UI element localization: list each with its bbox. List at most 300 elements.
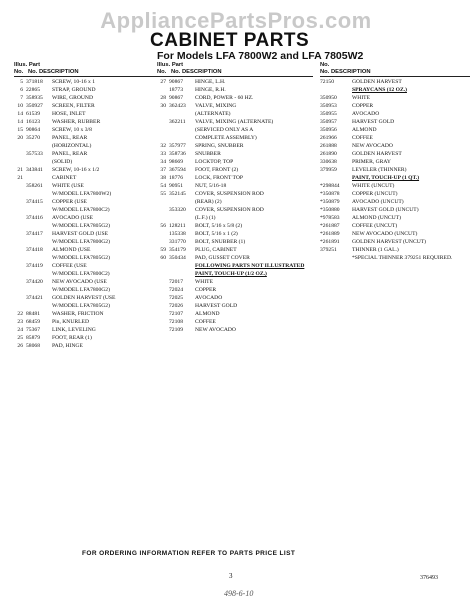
part-description: HARVEST GOLD <box>195 303 238 309</box>
parts-row <box>320 110 470 118</box>
parts-row <box>157 238 313 246</box>
part-description: CORD, POWER - 60 HZ. <box>195 95 254 101</box>
part-description: LOCK, FRONT TOP <box>195 175 244 181</box>
part-no: 350927 <box>26 103 43 109</box>
parts-row <box>157 134 313 142</box>
parts-row <box>14 198 164 206</box>
part-no <box>26 206 52 214</box>
illus-no: 14 <box>17 111 23 117</box>
illus-no <box>157 262 169 270</box>
illus-no <box>157 86 169 94</box>
illus-no <box>14 182 26 190</box>
parts-row <box>14 246 164 254</box>
parts-row <box>157 286 313 294</box>
header-description: DESCRIPTION <box>330 69 371 75</box>
parts-row <box>320 238 470 246</box>
part-description: BOLT, SNUBBER (1) <box>195 239 246 245</box>
header-part-no: No. <box>320 69 330 75</box>
illus-no <box>14 190 26 198</box>
part-no: 350957 <box>320 119 337 125</box>
part-no: 68459 <box>26 319 40 325</box>
parts-row <box>14 278 164 286</box>
part-description: GOLDEN HARVEST <box>352 79 402 85</box>
part-description: WHITE <box>195 279 214 285</box>
part-no: 98669 <box>169 159 183 165</box>
part-no: 371818 <box>26 79 43 85</box>
illus-no: 22 <box>17 311 23 317</box>
part-description: SPRING, SNUBBER <box>195 143 244 149</box>
parts-row <box>157 198 313 206</box>
part-description: WHITE (USE <box>52 183 84 189</box>
parts-row <box>320 166 470 174</box>
part-description: SCREW, 10-16 x 1/2 <box>52 167 100 173</box>
header-part-no: No. <box>170 69 181 75</box>
parts-row <box>14 334 164 342</box>
part-description: PAD, GUSSET COVER <box>195 255 250 261</box>
part-description: COFFEE (UNCUT) <box>352 223 398 229</box>
part-description: (REAR) (2) <box>195 199 222 205</box>
part-description: STRAP, GROUND <box>52 87 96 93</box>
part-no: 358736 <box>169 151 186 157</box>
parts-row <box>320 174 470 182</box>
parts-row <box>320 206 470 214</box>
parts-row <box>14 158 164 166</box>
parts-row <box>320 102 470 110</box>
part-no: 350953 <box>320 103 337 109</box>
part-no <box>320 174 352 182</box>
part-description: HINGE, L.H. <box>195 79 226 85</box>
illus-no <box>157 118 169 126</box>
part-no: *261889 <box>320 231 340 237</box>
part-no: 358261 <box>26 183 43 189</box>
part-no: *350880 <box>320 207 340 213</box>
part-no: 367594 <box>169 167 186 173</box>
part-no: 72109 <box>169 327 183 333</box>
parts-row <box>157 206 313 214</box>
illus-no <box>157 270 169 278</box>
illus-no <box>14 150 26 158</box>
illus-no <box>14 286 26 294</box>
part-no: *261887 <box>320 223 340 229</box>
part-description: FOLLOWING PARTS NOT ILLUSTRATED <box>195 263 305 269</box>
part-no: 350956 <box>320 127 337 133</box>
illus-no <box>14 278 26 286</box>
part-no: *350878 <box>320 191 340 197</box>
parts-row <box>14 126 164 134</box>
parts-column-1 <box>14 62 164 350</box>
header-no: No. <box>14 69 24 75</box>
part-no: 357533 <box>26 151 43 157</box>
part-no <box>169 198 195 206</box>
illus-no <box>157 126 169 134</box>
part-description: *SPECIAL THINNER 379251 REQUIRED. <box>352 255 453 261</box>
part-description: (HORIZONTAL) <box>52 143 92 149</box>
parts-row <box>14 270 164 278</box>
part-no: 88481 <box>26 311 40 317</box>
part-description: LEVELER (THINNER) <box>352 167 407 173</box>
parts-row <box>14 110 164 118</box>
parts-row <box>157 78 313 86</box>
parts-row <box>14 294 164 302</box>
parts-row <box>14 342 164 350</box>
part-description: COFFEE (USE <box>52 263 87 269</box>
part-no: 72150 <box>320 79 334 85</box>
illus-no: 37 <box>160 167 166 173</box>
parts-row <box>157 166 313 174</box>
part-no: 261888 <box>320 143 337 149</box>
part-no: 362211 <box>169 119 186 125</box>
part-no: 353320 <box>169 207 186 213</box>
part-no: 35270 <box>26 135 40 141</box>
parts-row <box>14 318 164 326</box>
part-no: 354179 <box>169 247 186 253</box>
parts-row <box>14 78 164 86</box>
parts-row <box>157 86 313 94</box>
parts-row <box>157 142 313 150</box>
parts-row <box>14 102 164 110</box>
parts-row <box>14 214 164 222</box>
part-description: LINK, LEVELING <box>52 327 96 333</box>
parts-row <box>157 94 313 102</box>
parts-row <box>157 270 313 278</box>
part-no <box>169 134 195 142</box>
illus-no <box>14 246 26 254</box>
part-no: 135338 <box>169 231 186 237</box>
part-no: 85879 <box>26 335 40 341</box>
parts-row <box>157 318 313 326</box>
part-description: PRIMER, GRAY <box>352 159 391 165</box>
illus-no: 26 <box>17 343 23 349</box>
part-no <box>169 270 195 278</box>
part-description: (SOLID) <box>52 159 73 165</box>
part-no <box>26 254 52 262</box>
part-description: NEW AVOCADO (USE <box>52 279 107 285</box>
parts-row <box>320 182 470 190</box>
parts-row <box>157 118 313 126</box>
part-description: PANEL, REAR <box>52 151 88 157</box>
parts-row <box>320 150 470 158</box>
parts-row <box>320 142 470 150</box>
parts-row <box>14 86 164 94</box>
part-no: 72017 <box>169 279 183 285</box>
parts-row <box>320 134 470 142</box>
header-no: No. <box>157 69 167 75</box>
part-no: 128211 <box>169 223 186 229</box>
illus-no: 25 <box>17 335 23 341</box>
parts-row <box>14 94 164 102</box>
part-description: SCREW, 10-16 x 1 <box>52 79 95 85</box>
ordering-info-footer: FOR ORDERING INFORMATION REFER TO PARTS PRICE LIST <box>82 550 296 557</box>
parts-row <box>157 230 313 238</box>
watermark: AppliancePartsPros.com <box>100 8 372 33</box>
part-no: 261966 <box>320 135 337 141</box>
illus-no <box>14 302 26 310</box>
part-no: 350950 <box>320 95 337 101</box>
part-no <box>26 238 52 246</box>
parts-row <box>157 190 313 198</box>
part-description: COVER, SUSPENSION ROD <box>195 191 264 197</box>
part-no: 350434 <box>169 255 186 261</box>
part-no <box>320 254 352 262</box>
part-description: FOOT, FRONT (2) <box>195 167 239 173</box>
parts-row <box>14 326 164 334</box>
parts-row <box>157 262 313 270</box>
part-no: 90864 <box>26 127 40 133</box>
illus-no <box>14 222 26 230</box>
part-description: AVOCADO (UNCUT) <box>352 199 404 205</box>
part-no: 374420 <box>26 279 43 285</box>
illus-no <box>14 158 26 166</box>
part-no: 362423 <box>169 103 186 109</box>
parts-row <box>157 174 313 182</box>
part-description: VALVE, MIXING <box>195 103 237 109</box>
part-description: PANEL, REAR <box>52 135 88 141</box>
parts-row <box>157 102 313 110</box>
illus-no <box>14 262 26 270</box>
illus-no: 27 <box>160 79 166 85</box>
header-row <box>157 69 313 77</box>
part-no: 374416 <box>26 215 43 221</box>
illus-no: 14 <box>17 119 23 125</box>
illus-no <box>157 238 169 246</box>
parts-row <box>14 254 164 262</box>
part-no <box>26 174 52 182</box>
illus-no <box>14 206 26 214</box>
part-no: 58068 <box>26 343 40 349</box>
illus-no: 24 <box>17 327 23 333</box>
illus-no: 56 <box>160 223 166 229</box>
part-no: *298844 <box>320 183 340 189</box>
part-no: 352145 <box>169 191 186 197</box>
illus-no <box>157 134 169 142</box>
illus-no: 23 <box>17 319 23 325</box>
parts-row <box>14 142 164 150</box>
part-description: W/MODEL LFA7805G2) <box>52 255 110 261</box>
header-description: DESCRIPTION <box>38 69 79 75</box>
parts-row <box>320 118 470 126</box>
part-no: 374415 <box>26 199 43 205</box>
part-no <box>26 302 52 310</box>
part-description: GOLDEN HARVEST (USE <box>52 295 116 301</box>
part-no <box>169 262 195 270</box>
part-description: PAINT, TOUCH-UP (1/2 OZ.) <box>195 271 267 277</box>
part-no <box>26 222 52 230</box>
illus-no <box>157 294 169 302</box>
illus-no: 15 <box>17 127 23 133</box>
parts-row <box>14 150 164 158</box>
part-description: WASHER, FRICTION <box>52 311 104 317</box>
illus-no: 54 <box>160 183 166 189</box>
illus-no: 60 <box>160 255 166 261</box>
column-header <box>157 62 313 78</box>
parts-row <box>157 278 313 286</box>
part-no: 72026 <box>169 303 183 309</box>
part-description: VALVE, MIXING (ALTERNATE) <box>195 119 274 125</box>
parts-row <box>14 310 164 318</box>
part-description: BOLT, 5/16 x 5/8 (2) <box>195 223 243 229</box>
part-description: COMPLETE ASSEMBLY) <box>195 135 257 141</box>
illus-no: 20 <box>17 135 23 141</box>
parts-row <box>157 110 313 118</box>
illus-no <box>14 294 26 302</box>
part-description: HARVEST GOLD (USE <box>52 231 109 237</box>
parts-row <box>14 222 164 230</box>
parts-row <box>157 214 313 222</box>
part-no: *350879 <box>320 199 340 205</box>
part-description: GOLDEN HARVEST (UNCUT) <box>352 239 427 245</box>
part-description: (SERVICED ONLY AS A <box>195 127 254 133</box>
parts-row <box>157 222 313 230</box>
header-row <box>14 69 164 77</box>
part-description: NEW AVOCADO (UNCUT) <box>352 231 418 237</box>
illus-no: 59 <box>160 247 166 253</box>
part-description: AVOCADO <box>195 295 223 301</box>
part-description: GOLDEN HARVEST <box>352 151 402 157</box>
illus-no: 55 <box>160 191 166 197</box>
part-description: THINNER (1 GAL.) <box>352 247 399 253</box>
parts-row <box>157 254 313 262</box>
part-no: 357977 <box>169 143 186 149</box>
parts-row <box>320 198 470 206</box>
part-no: 374421 <box>26 295 43 301</box>
parts-row <box>320 254 470 262</box>
illus-no <box>14 214 26 222</box>
parts-row <box>157 150 313 158</box>
part-description: W/MODEL LFA7805G2) <box>52 223 110 229</box>
part-no: 90951 <box>169 183 183 189</box>
part-no: 18773 <box>169 87 183 93</box>
part-no <box>169 110 195 118</box>
page-subtitle: For Models LFA 7800W2 and LFA 7805W2 <box>157 50 364 62</box>
part-no: 374417 <box>26 231 43 237</box>
parts-column-2 <box>157 62 313 334</box>
part-description: NEW AVOCADO <box>195 327 236 333</box>
part-no: 330638 <box>320 159 337 165</box>
parts-row <box>14 166 164 174</box>
part-description: PAD, HINGE <box>52 343 83 349</box>
illus-no <box>157 206 169 214</box>
illus-no <box>157 318 169 326</box>
parts-column-3 <box>320 62 470 262</box>
part-no: 379959 <box>320 167 337 173</box>
part-description: HARVEST GOLD <box>352 119 395 125</box>
parts-row <box>157 326 313 334</box>
parts-row <box>157 294 313 302</box>
header-part-no: No. <box>27 69 38 75</box>
illus-no <box>14 238 26 246</box>
part-description: ALMOND <box>352 127 377 133</box>
part-description: W/MODEL LFA7800G2) <box>52 287 110 293</box>
part-no <box>26 142 52 150</box>
column-header <box>320 62 470 78</box>
illus-no <box>14 142 26 150</box>
illus-no: 30 <box>160 103 166 109</box>
part-description: WIRE, GROUND <box>52 95 94 101</box>
part-description: COPPER <box>352 103 374 109</box>
part-no: 374418 <box>26 247 43 253</box>
part-description: AVOCADO (USE <box>52 215 94 221</box>
parts-row <box>320 86 470 94</box>
parts-row <box>14 206 164 214</box>
parts-row <box>14 174 164 182</box>
parts-row <box>14 286 164 294</box>
part-no: 72107 <box>169 311 183 317</box>
part-no <box>26 286 52 294</box>
part-description: COFFEE <box>352 135 373 141</box>
parts-row <box>320 158 470 166</box>
illus-no <box>14 270 26 278</box>
illus-no <box>14 230 26 238</box>
illus-no: 21 <box>17 175 23 181</box>
part-description: CABINET <box>52 175 77 181</box>
illus-no <box>157 278 169 286</box>
illus-no: 5 <box>20 79 23 85</box>
illus-no: 21 <box>17 167 23 173</box>
illus-no: 34 <box>160 159 166 165</box>
part-no <box>320 86 352 94</box>
parts-row <box>157 302 313 310</box>
part-no <box>26 158 52 166</box>
part-description: NEW AVOCADO <box>352 143 393 149</box>
parts-row <box>14 182 164 190</box>
part-no <box>169 126 195 134</box>
parts-row <box>320 126 470 134</box>
illus-no: 7 <box>20 95 23 101</box>
part-description: WASHER, RUBBER <box>52 119 101 125</box>
parts-row <box>157 182 313 190</box>
parts-row <box>320 78 470 86</box>
part-description: ALMOND (USE <box>52 247 91 253</box>
part-no <box>26 270 52 278</box>
part-description: AVOCADO <box>352 111 380 117</box>
part-description: COPPER (UNCUT) <box>352 191 398 197</box>
part-description: COPPER (USE <box>52 199 87 205</box>
part-no: 16123 <box>26 119 40 125</box>
part-description: HINGE, R.H. <box>195 87 226 93</box>
header-description: DESCRIPTION <box>181 69 222 75</box>
part-description: (ALTERNATE) <box>195 111 231 117</box>
illus-no: 32 <box>160 143 166 149</box>
page-number: 3 <box>229 572 233 580</box>
part-description: WHITE (UNCUT) <box>352 183 395 189</box>
part-description: COFFEE <box>195 319 216 325</box>
part-no: 90867 <box>169 79 183 85</box>
part-no: 72025 <box>169 295 183 301</box>
parts-row <box>14 262 164 270</box>
part-description: COVER, SUSPENSION ROD <box>195 207 264 213</box>
part-description: NUT, 5/16-18 <box>195 183 227 189</box>
page-title: CABINET PARTS <box>150 30 310 51</box>
header-illus-part: Illus. Part <box>157 62 184 68</box>
parts-row <box>320 246 470 254</box>
illus-no <box>157 230 169 238</box>
part-description: SPRAYCANS (12 OZ.) <box>352 87 407 93</box>
part-description: ALMOND <box>195 311 220 317</box>
part-no: 374419 <box>26 263 43 269</box>
document-number: 376493 <box>420 575 438 581</box>
parts-row <box>14 190 164 198</box>
part-no: 72108 <box>169 319 183 325</box>
part-no: 75367 <box>26 327 40 333</box>
illus-no <box>14 198 26 206</box>
part-no <box>26 190 52 198</box>
part-no: 331770 <box>169 239 186 245</box>
part-description: FOOT, REAR (1) <box>52 335 92 341</box>
part-description: COPPER <box>195 287 217 293</box>
part-description: W/MODEL LFA7805G2) <box>52 303 110 309</box>
part-description: W/MODEL LFA7800G2) <box>52 239 110 245</box>
part-description: SCREW, 10 x 3/8 <box>52 127 92 133</box>
